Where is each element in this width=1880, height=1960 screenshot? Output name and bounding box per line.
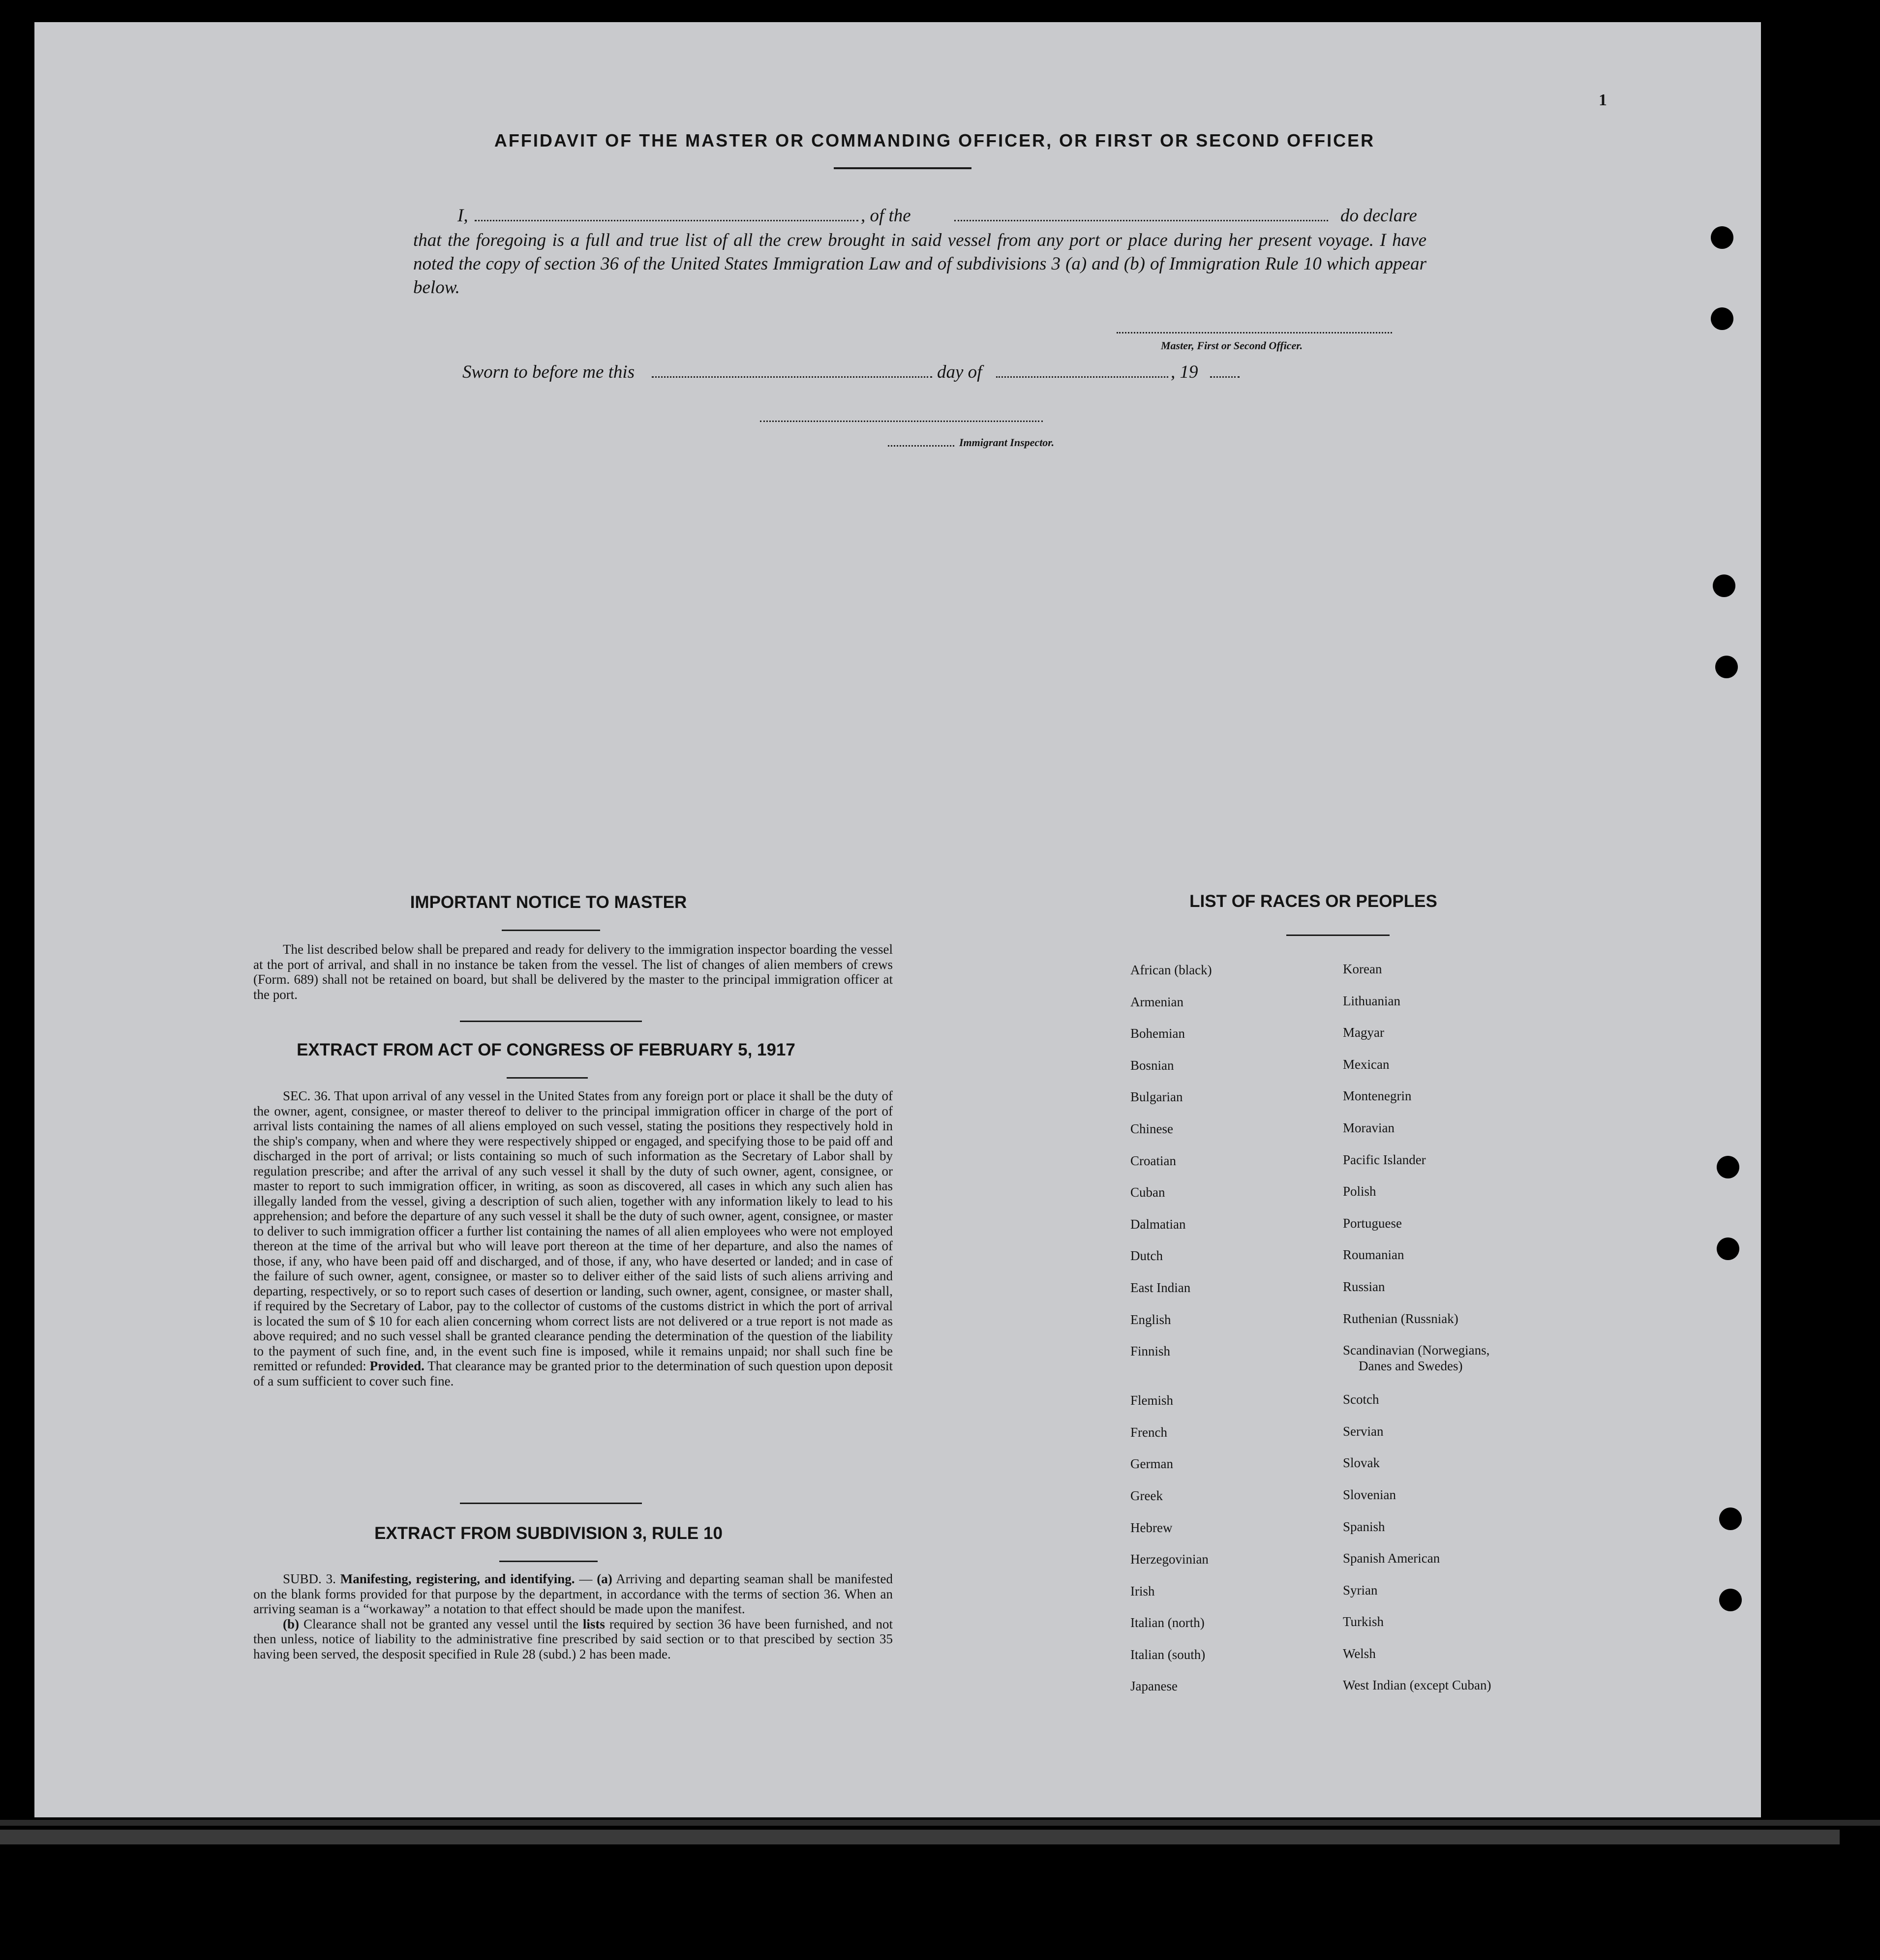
race-item: Scandinavian (Norwegians, (1343, 1343, 1490, 1358)
notice-title: IMPORTANT NOTICE TO MASTER (410, 893, 687, 912)
races-right-column (1343, 962, 1589, 1710)
rule-title-underline (499, 1561, 598, 1562)
race-item: English (1130, 1312, 1171, 1327)
race-item: Armenian (1130, 994, 1183, 1009)
rule-title: EXTRACT FROM SUBDIVISION 3, RULE 10 (374, 1524, 723, 1543)
race-item: Roumanian (1343, 1247, 1404, 1263)
subd-heading: Manifesting, registering, and identifying. (340, 1571, 575, 1586)
notice-paragraph: The list described below shall be prepared and ready for delivery to the immigration inspector boarding the vessel at the port of arrival, and shall in no instance be taken from the vessel. The list of changes of alien members of crews (Form. 689) shall not be retained on board, but shall be delivered by the master to the principal immigration officer at the port. (253, 942, 893, 1002)
race-item: Italian (north) (1130, 1615, 1205, 1630)
race-item: Welsh (1343, 1646, 1376, 1661)
race-item: Slovenian (1343, 1487, 1396, 1502)
race-item: Syrian (1343, 1582, 1378, 1598)
race-item: Servian (1343, 1423, 1384, 1439)
punch-hole (1717, 1237, 1739, 1260)
race-item: Japanese (1130, 1679, 1178, 1694)
race-item: Greek (1130, 1488, 1163, 1503)
race-item: Dutch (1130, 1248, 1163, 1264)
divider (460, 1021, 642, 1022)
sworn-year-blank[interactable] (1210, 376, 1240, 378)
race-item: East Indian (1130, 1280, 1191, 1295)
race-item: Ruthenian (Russniak) (1343, 1311, 1458, 1326)
race-item: Portuguese (1343, 1215, 1402, 1231)
race-item: Bosnian (1130, 1057, 1174, 1073)
race-item: Turkish (1343, 1614, 1384, 1629)
master-signature-line[interactable] (1117, 332, 1392, 333)
race-item: Bulgarian (1130, 1089, 1183, 1105)
race-item: Dalmatian (1130, 1216, 1186, 1232)
race-item: Danes and Swedes) (1359, 1358, 1463, 1374)
sworn-day-blank[interactable] (652, 376, 932, 378)
race-item: Spanish (1343, 1519, 1385, 1534)
race-item: Mexican (1343, 1056, 1390, 1072)
day-of-label: day of (937, 362, 982, 382)
punch-hole (1713, 574, 1735, 597)
race-item: Pacific Islander (1343, 1152, 1426, 1167)
race-item: Irish (1130, 1583, 1155, 1598)
inspector-caption: Immigrant Inspector. (959, 436, 1055, 449)
race-item: Lithuanian (1343, 993, 1400, 1008)
race-item: Scotch (1343, 1392, 1379, 1407)
affidavit-declaration-line (413, 205, 1426, 229)
race-item: French (1130, 1424, 1167, 1440)
clause-b-label: (b) (283, 1616, 299, 1631)
race-item: Bohemian (1130, 1026, 1185, 1041)
sworn-label: Sworn to before me this (462, 362, 635, 382)
rule-text (253, 1571, 893, 1661)
divider (460, 1503, 642, 1504)
punch-hole (1719, 1508, 1742, 1530)
punch-hole (1715, 656, 1738, 678)
notice-text (253, 942, 893, 1002)
race-item: Magyar (1343, 1025, 1384, 1040)
race-item: Chinese (1130, 1121, 1173, 1136)
name-blank[interactable] (475, 220, 858, 221)
race-item: African (black) (1130, 963, 1212, 977)
race-item: Slovak (1343, 1455, 1380, 1471)
race-item: Croatian (1130, 1153, 1176, 1168)
races-left-column (1130, 963, 1317, 1711)
scan-edge (0, 1820, 1880, 1826)
race-item: Korean (1343, 962, 1382, 976)
clause-a-label: (a) (597, 1571, 612, 1586)
year-prefix: , 19 (1171, 362, 1198, 382)
vessel-blank[interactable] (954, 220, 1328, 221)
inspector-signature-line[interactable] (760, 421, 1043, 422)
race-item: West Indian (except Cuban) (1343, 1678, 1491, 1693)
form-page (34, 22, 1761, 1817)
act-proviso-label: Provided. (369, 1358, 425, 1373)
master-caption: Master, First or Second Officer. (1161, 339, 1303, 352)
act-text (253, 1088, 893, 1388)
affidavit-body: that the foregoing is a full and true list of all the crew brought in said vessel from any port or place during her present voyage. I have noted the copy of section 36 of the United States Immigration Law and of subdivisions 3 (a) and (b) of Immigration Rule 10 which appear below. (413, 230, 1426, 298)
race-item: Spanish American (1343, 1551, 1440, 1566)
race-item: Herzegovinian (1130, 1552, 1209, 1567)
punch-hole (1719, 1589, 1742, 1611)
punch-hole (1711, 226, 1733, 249)
race-item: German (1130, 1456, 1173, 1472)
scan-edge (0, 1830, 1840, 1844)
sworn-month-blank[interactable] (996, 376, 1168, 378)
label-i: I, (457, 206, 468, 226)
race-item: Polish (1343, 1184, 1376, 1199)
subd-label: SUBD. 3. (283, 1571, 336, 1586)
race-item: Montenegrin (1343, 1088, 1412, 1104)
clause-a-text: Arriving and departing seaman shall be manifested on the blank forms provided for that purpose by the department, in accordance with the terms of section 36. When an arriving seaman is a “workaway” a notation to that effect should be made upon the manifest. (253, 1571, 893, 1616)
act-section-text: SEC. 36. That upon arrival of any vessel in the United States from any foreign port or place it shall be the duty of the owner, agent, consignee, or master thereof to deliver to the principal immigration officer in charge of the port of arrival lists containing the names of all aliens employed on such vessel, stating the positions they respectively hold in the ship's company, when and where they were respectively shipped or engaged, and specifying those to be paid off and discharged in the port of arrival; or lists containing so much of such information as the Secretary of Labor shall by regulation prescribe; and after the arrival of any such vessel it shall by the duty of such owner, agent, consignee, or master to report to such immigration officer, in writing, as soon as discovered, all cases in which any such alien has illegally landed from the vessel, giving a description of such alien, together with any information likely to lead to his apprehension; and before the departure of any such vessel it shall be the duty of such owner, agent, consignee, or master to deliver to such immigration officer a further list containing the names of all alien employees who were not employed thereon at the time of the arrival but who will leave port thereon at the time of her departure, and also the names of those, if any, who have been paid off and discharged, and of those, if any, who have deserted or landed; and in case of the failure of such owner, agent, consignee, or master so to deliver either of the said lists of such aliens arriving and departing, respectively, or so to report such cases of desertion or landing, such owner, agent, consignee, or master shall, if required by the Secretary of Labor, pay to the collector of customs of the customs district in which the port of arrival is located the sum of $ 10 for each alien concerning whom correct lists are not delivered or a true report is not made as above required; and no such vessel shall be granted clearance pending the determination of the question of the liability to the payment of such fine, and, in the event such fine is imposed, while it remains unpaid; nor shall such fine be remitted or refunded: (253, 1088, 893, 1373)
punch-hole (1717, 1156, 1739, 1178)
act-proviso-text: That clearance may be granted prior to the determination of such question upon deposit of a sum sufficient to cover such fine. (253, 1358, 893, 1388)
sworn-line (462, 362, 1249, 386)
clause-b-text-2: required by section 36 have been furnished, and not then unless, notice of liability to the administrative fine prescribed by said section or to that prescibed by section 35 having been served, the desposit specified in Rule 28 (subd.) 2 has been made. (253, 1616, 893, 1661)
punch-hole (1711, 307, 1733, 330)
race-item: Flemish (1130, 1393, 1174, 1408)
inspector-prefix-line[interactable] (888, 445, 954, 447)
race-item: Moravian (1343, 1120, 1395, 1135)
race-item: Cuban (1130, 1185, 1165, 1200)
act-title: EXTRACT FROM ACT OF CONGRESS OF FEBRUARY 5, 1917 (297, 1040, 795, 1059)
title-underline (834, 167, 971, 169)
clause-b-lists: lists (582, 1616, 605, 1631)
race-item: Hebrew (1130, 1520, 1173, 1535)
clause-b-text-1: Clearance shall not be granted any vessel until the (303, 1616, 578, 1631)
subd-dash: — (579, 1571, 593, 1586)
races-title-underline (1286, 935, 1390, 936)
race-item: Russian (1343, 1279, 1385, 1294)
race-item: Italian (south) (1130, 1647, 1206, 1662)
label-do-declare: do declare (1340, 206, 1417, 226)
page-number: 1 (1599, 91, 1607, 109)
affidavit-title: AFFIDAVIT OF THE MASTER OR COMMANDING OFFICER, OR FIRST OR SECOND OFFICER (494, 130, 1375, 151)
label-of-the: , of the (861, 206, 911, 226)
races-title: LIST OF RACES OR PEOPLES (1189, 892, 1437, 911)
act-title-underline (507, 1077, 588, 1079)
notice-title-underline (502, 930, 600, 931)
race-item: Finnish (1130, 1344, 1171, 1359)
